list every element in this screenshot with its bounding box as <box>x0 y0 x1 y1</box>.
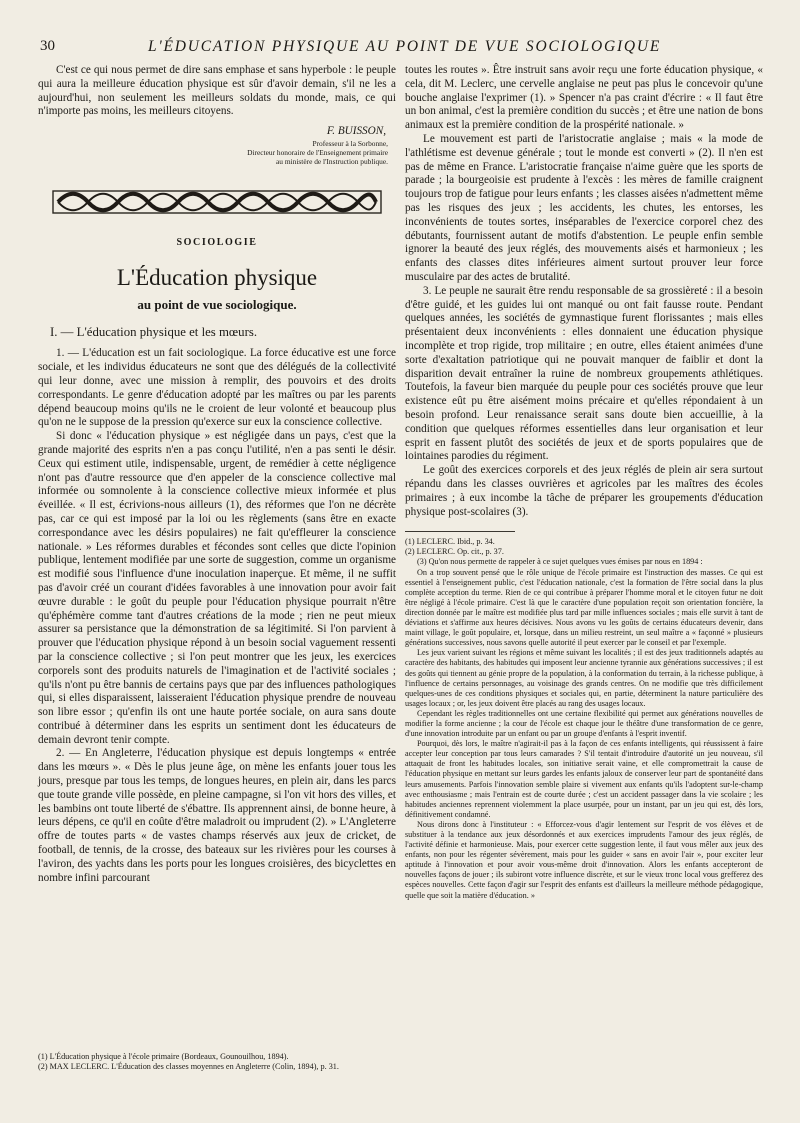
paragraph-7: Le goût des exercices corporels et des jeux réglés de plein air sera surtout répandu dans les classes ouvrières et agricoles par les maîtres des écoles primaires ; à eux incombe la tâche de préparer les groupements d'éducation physique post-scolaires (3). <box>405 464 763 518</box>
right-footnotes <box>405 531 763 900</box>
paragraph-5: Le mouvement est parti de l'aristocratie anglaise ; mais « la mode de l'athlétisme est devenue générale ; tout le monde est converti » (2). Il n'en est pas de même en France. L'aristocratie française n'aime guère que les sports de parade ; la bourgeoisie est prudente à l'excès : les mères de famille craignent toujours trop de fatigue pour leurs enfants ; les classes aisées n'admettent même pas les risques des jeux ; les accidents, les chutes, les entorses, les inconvénients de toutes sortes, inséparables de l'exercice corporel chez des débutants, fournissent autant de motifs d'abstention. Le peuple enfin semble ignorer la beauté des jeux réglés, des mouvements aisés et harmonieux ; les enfants des classes dites inférieures aiment surtout prouver leur force musculaire par des actes de brutalité. <box>405 132 763 283</box>
footnote-r1: (1) LECLERC. Ibid., p. 34. <box>405 537 495 547</box>
footnote-1: (1) L'Éducation physique à l'école primaire (Bordeaux, Gounouilhou, 1894). <box>38 1052 289 1061</box>
signature-role-3: au ministère de l'Instruction publique. <box>276 156 388 166</box>
intro-paragraph: C'est ce qui nous permet de dire sans emphase et sans hyperbole : le peuple qui aura la meilleure éducation physique est sûr d'avoir demain, s'il ne les a aujourd'hui, non seulement les meilleurs soldats du monde, mais, ce qui n'importe pas moins, les meilleurs citoyens. <box>38 64 396 118</box>
paragraph-2: Si donc « l'éducation physique » est négligée dans un pays, c'est que la grande majorité des esprits n'en a pas conçu l'utilité, n'en a pas senti le désir. Ceux qui estiment utile, indispensable, urgent, de remédier à cette négligence n'ont pas d'autre ressource que d'en appeler de la conscience collective mal informée ou somnolente à la conscience collective mieux informée et plus éveillée. « Il est, écrivions-nous ailleurs (1), des réformes que l'on ne décrète pas, car ce qui est imposé par la loi ou les règlements (sans être en exacte correspondance avec les désirs populaires) ne fait qu'effleurer la conscience nationale. » Les réformes durables et fécondes sont celles que dicte l'opinion publique, lentement modifiée par une sorte de suggestion, comme un organisme est modifié sous l'influence d'une inoculation inaperçue. Et même, il ne suffit pas d'avoir créé un courant d'idées favorables à une innovation pour avoir fait œuvre durable : le goût du peuple pour l'éducation physique pourrait n'être qu'éphémère comme tant d'autres créations de la mode ; rien ne peut mieux assurer sa persistance que la démonstration de sa légitimité. Si l'on parvient à prouver que l'éducation physique répond à un besoin social vaguement ressenti par la conscience collective ; si l'on peut montrer que les jeux, les exercices corporels sont des produits naturels de l'imagination et de l'activité sociales ; qu'ils n'ont pu être bannis de certains pays que par des influences pathologiques qui, si elles disparaissent, laisseraient l'éducation physique prendre de nouveau son libre essor ; qu'enfin ils ont une haute portée sociale, on aura sans doute contribué à déterminer dans les esprits un sentiment dont les éducateurs de demain devront tenir compte. <box>38 430 396 746</box>
paragraph-3: 2. — En Angleterre, l'éducation physique est depuis longtemps « entrée dans les mœurs ». « Dès le plus jeune âge, on mène les enfants jouer tous les jours, presque par tous les temps, de longues heures, en plein air, dans les parcs que toute grande ville possède, en pleine campagne, si l'on vit hors des villes, et les bambins ont toute liberté de s'ébattre. Ils apprennent ainsi, de bonne heure, à leurs dépens, ce qu'il en coûte d'être maladroit ou imprudent (2). » L'Angleterre offre de toutes parts « de vastes champs réservés aux jeux de cricket, de football, de tennis, de la crosse, des bateaux sur les rivières pour les courses à l'aviron, des yachts dans les ports pour les longues croisières, des bicyclettes en nombre infini parcourant <box>38 747 396 884</box>
left-column <box>38 64 396 885</box>
footnote-2: (2) MAX LECLERC. L'Éducation des classes moyennes en Angleterre (Colin, 1894), p. 31. <box>38 1062 339 1072</box>
running-header <box>40 38 765 58</box>
signature-role-1: Professeur à la Sorbonne, <box>312 138 388 148</box>
rubric-label: SOCIOLOGIE <box>176 236 258 248</box>
paragraph-4: toutes les routes ». Être instruit sans avoir reçu une forte éducation physique, « cela, dit M. Leclerc, une cervelle anglaise ne peut pas plus le concevoir qu'une bouche anglaise l'exprimer (1). » Spencer n'a pas craint d'écrire : « Il faut être un bon animal, c'est la première condition du succès ; et être une nation de bons animaux est la première condition de la prospérité nationale. » <box>405 64 763 132</box>
section-heading: I. — L'éducation physique et les mœurs. <box>50 324 258 339</box>
left-footnotes <box>38 1052 396 1072</box>
signature-role-2: Directeur honoraire de l'Enseignement primaire <box>247 147 388 157</box>
paragraph-1: 1. — L'éducation est un fait sociologique. La force éducative est une force sociale, et les individus éducateurs ne sont que des délégués de la collectivité qui leur donne, avec une mission à remplir, des pouvoirs et des droits correspondants. Le genre d'éducation adopté par les maîtres ou par les parents dépend beaucoup moins qu'ils ne le croient de leur volonté et beaucoup plus qu'on ne le suppose de la pression qu'exerce sur eux la conscience collective. <box>38 347 396 429</box>
page-number: 30 <box>40 38 55 54</box>
footnote-r3-para-4: Pourquoi, dès lors, le maître n'agirait-il pas à la façon de ces enfants intelligents, qui réussissent à faire accepter leur conception par tous leurs camarades ? S'il tentait d'introduire d'autorité un jeu nouveau, s'il attaquait de front les habitudes locales, son initiative serait vaine, et elle compromettrait la cause de l'éducation physique en mettant sur leurs gardes les enfants jaloux de conserver leur part de spontanéité dans leurs amusements. Parfois l'innovation semble plaire si vivement aux enfants qu'ils l'adoptent sur-le-champ avec enthousiasme ; mais l'entrain est de courte durée ; c'est un accident passager dans la vie scolaire ; les habitudes anciennes reprennent violemment la place usurpée, pour un instant, par un jeu qui est, dès lors, définitivement condamné. <box>405 739 763 819</box>
footnote-r3-para-3: Cependant les règles traditionnelles ont une certaine flexibilité qui permet aux générations nouvelles de modifier la forme ancienne ; la cour de l'école est chaque jour le théâtre d'une transformation de ce genre, d'une innovation introduite par un enfant ou par un groupe d'enfants à l'esprit inventif. <box>405 708 763 739</box>
signature-name: F. BUISSON, <box>326 125 386 138</box>
running-title: L'ÉDUCATION PHYSIQUE AU POINT DE VUE SOCIOLOGIQUE <box>148 38 662 55</box>
footnote-separator <box>405 531 515 532</box>
footnote-r3: (3) Qu'on nous permette de rappeler à ce sujet quelques vues émises par nous en 1894 : <box>417 557 703 567</box>
footnote-r3-para-2: Les jeux varient suivant les régions et même suivant les localités ; il est des jeux traditionnels adaptés au caractère des habitants, des habitudes qui imposent leur ancienne tyrannie aux générations successives ; il est des goûts qui tiennent au génie propre de la population, à la conformation du terrain, à la richesse publique, à l'influence de certains personnages, au voisinage des grands centres. On ne modifie que très difficilement quelques-unes de ces conditions physiques et sociales qui, en partie, déterminent la nature particulière des usages locaux ; or, les jeux doivent être placés au rang des usages locaux. <box>405 648 763 708</box>
article-subtitle: au point de vue sociologique. <box>137 296 297 312</box>
footnote-r2: (2) LECLERC. Op. cit., p. 37. <box>405 547 504 557</box>
decorative-ornament <box>52 188 382 216</box>
right-column <box>405 64 763 901</box>
footnote-r3-para-5: Nous dirons donc à l'instituteur : « Efforcez-vous d'agir lentement sur l'esprit de vos élèves et de substituer à la tendance aux jeux désordonnés et aux exercices imprudents l'amour des jeux réglés, de l'activité définie et harmonieuse. Mais, pour exercer cette suggestion lente, il faut vous mêler aux jeux des enfants, non pour les régenter sévèrement, mais pour les guider « sans en avoir l'air », pour exciter leur aptitude à l'innovation et pour avoir vous-même droit d'innovation. Alors les enfants accepteront de nouvelles façons de jouer ; ils subiront votre influence discrète, et sur le vieux tronc local vous grefferez des espèces nouvelles. Cette façon d'agir sur l'esprit des enfants est d'ailleurs la meilleure méthode pédagogique, quelle que soit la matière d'éducation. » <box>405 819 763 900</box>
footnote-r3-para-1: On a trop souvent pensé que le rôle unique de l'école primaire est l'instruction des masses. Ce qui est essentiel à l'enseignement public, c'est l'éducation nationale, c'est la formation de l'être social dans la plus complète acception du terme. Rien de ce qui contribue à préparer l'homme moral et le citoyen futur ne doit être négligé à l'école primaire. C'est là que le caractère d'une population reçoit son orientation foncière, la direction donnée par le maître est modifiée plus tard par mille influences sociales ; mais elle survit à tant de déviations et s'affirme aux heures décisives. Nous avons vu les goûts de certains éducateurs devenir, dans maint village, le goût populaire, et, lorsque, dans un milieu restreint, un seul maître a « façonné » plusieurs générations successives, nous savons quelle autorité il peut exercer par le conseil et par l'exemple. <box>405 567 763 648</box>
paragraph-6: 3. Le peuple ne saurait être rendu responsable de sa grossièreté : il a besoin d'être guidé, et les guides lui ont manqué ou ont fait fausse route. Pendant quelques années, les sociétés de gymnastique furent florissantes ; mais elles présentaient deux inconvénients : elles donnaient une éducation physique incomplète et trop rigide, trop militaire ; en outre, elles étaient animées d'une sorte d'exaltation patriotique qui ne pouvait manquer de faiblir et dont la disparition devait entraîner la ruine de nombreux groupements athlétiques. Toutefois, la faveur bien marquée du peuple pour ces sociétés prouve que leur existence eût pu être aisément moins précaire et qu'elles répondaient à un besoin profond. Leur renaissance serait sans doute bien accueillie, à la condition que quelques réformes essentielles dans leur organisation et leur esprit en fassent plutôt des sociétés de jeux et de sports populaires que de lointaines parodies du régiment. <box>405 284 763 463</box>
article-title: L'Éducation physique <box>116 264 318 290</box>
